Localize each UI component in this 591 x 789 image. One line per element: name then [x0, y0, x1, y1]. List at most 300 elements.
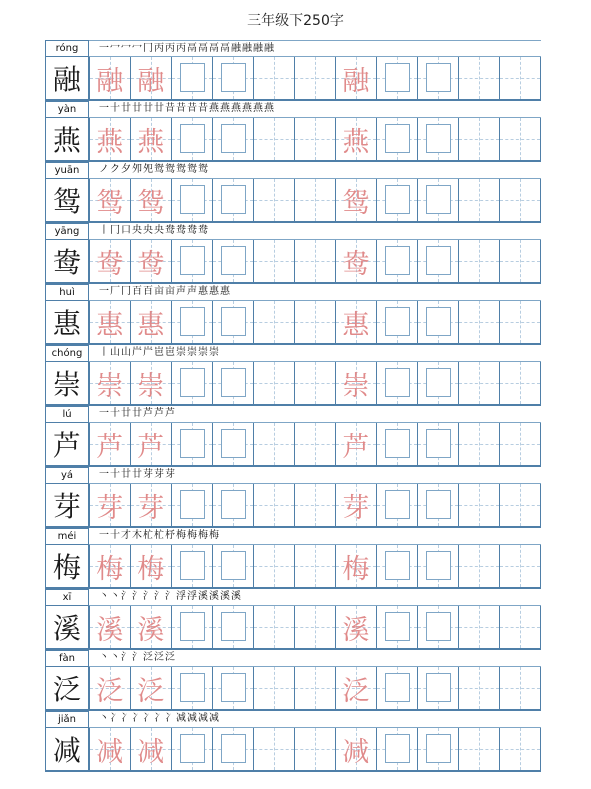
writing-grid [45, 484, 541, 528]
trace-cell [90, 240, 131, 282]
stroke-step: 芦 [165, 408, 175, 419]
practice-cell [459, 240, 500, 282]
stroke-order [89, 406, 541, 423]
stroke-step: 融 [242, 43, 252, 54]
practice-cell [254, 179, 295, 221]
inner-box [180, 734, 205, 763]
stroke-step: 崇 [187, 347, 197, 358]
stroke-order [89, 223, 541, 240]
trace-character: 芦 [96, 431, 124, 463]
practice-cell [295, 484, 336, 526]
character-row [45, 711, 541, 772]
model-character: 鸯 [52, 246, 81, 279]
inner-box [426, 246, 451, 275]
trace-character: 芦 [137, 431, 165, 463]
inner-box [180, 551, 205, 580]
inner-box [426, 124, 451, 153]
stroke-step: 廿 [132, 408, 142, 419]
stroke-order [89, 345, 541, 362]
character-row [45, 345, 541, 406]
stroke-step: 声 [187, 286, 197, 297]
inner-box [221, 368, 246, 397]
write-box-cell [172, 240, 213, 282]
character-row [45, 40, 541, 101]
trace-cell [131, 301, 172, 343]
write-box-cell [418, 301, 459, 343]
practice-cell [295, 728, 336, 770]
inner-box [426, 490, 451, 519]
practice-cell [295, 545, 336, 587]
inner-box [180, 368, 205, 397]
practice-cell [459, 362, 500, 404]
stroke-step: 燕 [242, 103, 252, 114]
write-box-cell [172, 118, 213, 160]
inner-box [385, 185, 410, 214]
practice-cell [459, 667, 500, 709]
stroke-order [89, 711, 541, 728]
practice-cell [500, 179, 541, 221]
stroke-step: 鬲 [187, 43, 197, 54]
trace-character: 芽 [96, 492, 124, 524]
practice-cell [500, 484, 541, 526]
stroke-step: 氵 [121, 591, 131, 602]
stroke-step: 氵 [165, 591, 175, 602]
trace-character: 减 [137, 736, 165, 768]
practice-cell [254, 240, 295, 282]
trace-character: 燕 [137, 126, 165, 158]
stroke-step: 鸳 [187, 164, 197, 175]
model-character: 燕 [52, 124, 81, 157]
trace-cell [90, 667, 131, 709]
write-box-cell [213, 728, 254, 770]
practice-cell [459, 606, 500, 648]
stroke-step: 融 [264, 43, 274, 54]
stroke-step: 杼 [165, 530, 175, 541]
write-box-cell [418, 362, 459, 404]
stroke-step: 浮 [187, 591, 197, 602]
write-box-cell [418, 57, 459, 99]
trace-character: 燕 [96, 126, 124, 158]
stroke-step: 梅 [209, 530, 219, 541]
stroke-step: 昔 [198, 103, 208, 114]
stroke-step: 氵 [121, 652, 131, 663]
stroke-step: 鸯 [165, 225, 175, 236]
write-box-cell [418, 728, 459, 770]
inner-box [221, 551, 246, 580]
character-row [45, 467, 541, 528]
write-box-cell [213, 179, 254, 221]
stroke-step: 氵 [132, 591, 142, 602]
character-row [45, 406, 541, 467]
stroke-step: 惠 [198, 286, 208, 297]
writing-grid [45, 362, 541, 406]
write-box-cell [213, 301, 254, 343]
pinyin-label: yá [45, 467, 89, 484]
practice-cell [295, 667, 336, 709]
trace-cell [336, 240, 377, 282]
model-character-cell [46, 484, 90, 526]
practice-cell [500, 606, 541, 648]
stroke-step: 芽 [143, 469, 153, 480]
stroke-step: 鸳 [165, 164, 175, 175]
inner-box [385, 490, 410, 519]
practice-cell [500, 545, 541, 587]
write-box-cell [377, 728, 418, 770]
inner-box [426, 368, 451, 397]
stroke-step: 崇 [198, 347, 208, 358]
practice-cell [295, 423, 336, 465]
writing-grid [45, 545, 541, 589]
stroke-step: 燕 [220, 103, 230, 114]
stroke-step: 燕 [209, 103, 219, 114]
trace-character: 鸳 [96, 187, 124, 219]
trace-character: 惠 [342, 309, 370, 341]
inner-box [426, 185, 451, 214]
inner-box [385, 63, 410, 92]
practice-cell [295, 301, 336, 343]
stroke-step: 鸯 [176, 225, 186, 236]
stroke-step: 丶 [99, 591, 109, 602]
trace-character: 鸯 [342, 248, 370, 280]
practice-cell [459, 484, 500, 526]
inner-box [221, 63, 246, 92]
model-character: 泛 [52, 673, 81, 706]
stroke-step: 杧 [143, 530, 153, 541]
stroke-step: 溪 [198, 591, 208, 602]
trace-character: 梅 [137, 553, 165, 585]
stroke-step: 廿 [154, 103, 164, 114]
practice-cell [459, 179, 500, 221]
trace-character: 惠 [137, 309, 165, 341]
stroke-step: 冖 [132, 43, 142, 54]
trace-cell [90, 728, 131, 770]
writing-grid [45, 423, 541, 467]
trace-cell [131, 423, 172, 465]
inner-box [385, 246, 410, 275]
trace-cell [131, 57, 172, 99]
trace-character: 鸯 [96, 248, 124, 280]
write-box-cell [377, 484, 418, 526]
stroke-step: 丶 [99, 652, 109, 663]
inner-box [385, 612, 410, 641]
stroke-step: 廿 [132, 103, 142, 114]
writing-grid [45, 728, 541, 772]
practice-cell [500, 667, 541, 709]
inner-box [221, 490, 246, 519]
stroke-step: 冫 [154, 713, 164, 724]
pinyin-label: fàn [45, 650, 89, 667]
stroke-step: 十 [110, 408, 120, 419]
model-character-cell [46, 57, 90, 99]
model-character-cell [46, 240, 90, 282]
stroke-step: 廿 [121, 408, 131, 419]
stroke-step: 泛 [165, 652, 175, 663]
trace-character: 溪 [342, 614, 370, 646]
stroke-step: 十 [110, 469, 120, 480]
trace-character: 融 [137, 65, 165, 97]
stroke-step: ク [110, 164, 120, 175]
model-character: 溪 [52, 612, 81, 645]
stroke-step: 杧 [154, 530, 164, 541]
write-box-cell [172, 301, 213, 343]
inner-box [385, 124, 410, 153]
stroke-step: 百 [143, 286, 153, 297]
practice-cell [295, 240, 336, 282]
inner-box [385, 429, 410, 458]
inner-box [180, 124, 205, 153]
stroke-step: 芽 [154, 469, 164, 480]
inner-box [180, 490, 205, 519]
stroke-step: 亩 [154, 286, 164, 297]
stroke-step: 廿 [132, 469, 142, 480]
practice-cell [459, 728, 500, 770]
practice-cell [500, 728, 541, 770]
stroke-step: 屵 [143, 347, 153, 358]
trace-cell [90, 484, 131, 526]
stroke-step: 氵 [132, 652, 142, 663]
stroke-step: 廿 [121, 469, 131, 480]
stroke-step: 溪 [231, 591, 241, 602]
stroke-step: 口 [121, 225, 131, 236]
practice-cell [295, 57, 336, 99]
trace-character: 融 [342, 65, 370, 97]
trace-character: 芦 [342, 431, 370, 463]
writing-grid [45, 240, 541, 284]
stroke-step: 融 [231, 43, 241, 54]
stroke-step: 丶 [110, 591, 120, 602]
inner-box [221, 307, 246, 336]
write-box-cell [418, 667, 459, 709]
inner-box [426, 429, 451, 458]
trace-character: 泛 [137, 675, 165, 707]
write-box-cell [377, 545, 418, 587]
stroke-step: 惠 [209, 286, 219, 297]
model-character: 惠 [52, 307, 81, 340]
practice-cell [500, 118, 541, 160]
write-box-cell [213, 57, 254, 99]
stroke-step: 氵 [143, 591, 153, 602]
trace-character: 泛 [96, 675, 124, 707]
trace-cell [90, 57, 131, 99]
practice-cell [254, 362, 295, 404]
writing-grid [45, 606, 541, 650]
inner-box [221, 673, 246, 702]
inner-box [385, 734, 410, 763]
stroke-step: 央 [143, 225, 153, 236]
trace-cell [336, 179, 377, 221]
stroke-step: 溪 [209, 591, 219, 602]
stroke-step: 山 [121, 347, 131, 358]
write-box-cell [418, 606, 459, 648]
trace-character: 崇 [342, 370, 370, 402]
trace-cell [131, 667, 172, 709]
trace-cell [131, 728, 172, 770]
stroke-step: 廿 [121, 103, 131, 114]
trace-character: 芽 [137, 492, 165, 524]
trace-cell [336, 606, 377, 648]
trace-cell [336, 301, 377, 343]
model-character-cell [46, 545, 90, 587]
trace-character: 崇 [137, 370, 165, 402]
inner-box [426, 551, 451, 580]
practice-cell [500, 240, 541, 282]
stroke-step: 减 [187, 713, 197, 724]
write-box-cell [377, 667, 418, 709]
trace-character: 溪 [137, 614, 165, 646]
trace-cell [90, 423, 131, 465]
trace-cell [131, 545, 172, 587]
stroke-step: 冂 [143, 43, 153, 54]
inner-box [426, 612, 451, 641]
write-box-cell [172, 545, 213, 587]
writing-grid [45, 179, 541, 223]
stroke-step: 崇 [209, 347, 219, 358]
write-box-cell [213, 423, 254, 465]
stroke-step: 泛 [154, 652, 164, 663]
character-row [45, 101, 541, 162]
stroke-step: 昔 [165, 103, 175, 114]
trace-cell [131, 240, 172, 282]
write-box-cell [377, 301, 418, 343]
pinyin-label: jiǎn [45, 711, 89, 728]
pinyin-label: yàn [45, 101, 89, 118]
practice-cell [254, 118, 295, 160]
write-box-cell [172, 362, 213, 404]
stroke-step: 昔 [176, 103, 186, 114]
inner-box [221, 734, 246, 763]
stroke-step: 惠 [220, 286, 230, 297]
trace-character: 鸳 [342, 187, 370, 219]
stroke-step: 丙 [165, 43, 175, 54]
practice-cell [254, 667, 295, 709]
inner-box [426, 63, 451, 92]
practice-cell [295, 179, 336, 221]
trace-character: 惠 [96, 309, 124, 341]
inner-box [221, 429, 246, 458]
trace-character: 减 [342, 736, 370, 768]
stroke-step: 冖 [121, 43, 131, 54]
inner-box [426, 307, 451, 336]
practice-cell [500, 362, 541, 404]
model-character-cell [46, 362, 90, 404]
write-box-cell [377, 606, 418, 648]
trace-character: 芽 [342, 492, 370, 524]
write-box-cell [377, 362, 418, 404]
model-character-cell [46, 118, 90, 160]
write-box-cell [172, 423, 213, 465]
stroke-order [89, 284, 541, 301]
stroke-step: 丨 [99, 225, 109, 236]
stroke-step: 梅 [198, 530, 208, 541]
inner-box [221, 612, 246, 641]
trace-cell [90, 606, 131, 648]
stroke-order [89, 589, 541, 606]
trace-character: 鸳 [137, 187, 165, 219]
stroke-step: 屵 [132, 347, 142, 358]
stroke-step: 百 [132, 286, 142, 297]
trace-cell [90, 301, 131, 343]
stroke-step: 冖 [110, 43, 120, 54]
write-box-cell [213, 362, 254, 404]
model-character: 融 [52, 63, 81, 96]
stroke-step: 山 [110, 347, 120, 358]
trace-cell [131, 484, 172, 526]
inner-box [180, 63, 205, 92]
write-box-cell [418, 118, 459, 160]
stroke-step: 鸯 [187, 225, 197, 236]
write-box-cell [418, 179, 459, 221]
writing-grid [45, 118, 541, 162]
trace-cell [131, 606, 172, 648]
stroke-step: 减 [198, 713, 208, 724]
stroke-order [89, 528, 541, 545]
write-box-cell [213, 545, 254, 587]
practice-cell [459, 57, 500, 99]
trace-character: 溪 [96, 614, 124, 646]
stroke-step: 冫 [110, 713, 120, 724]
writing-grid [45, 57, 541, 101]
stroke-step: 冫 [132, 713, 142, 724]
pinyin-label: lú [45, 406, 89, 423]
practice-cell [295, 606, 336, 648]
page-title: 三年级下250字 [247, 13, 344, 29]
model-character-cell [46, 667, 90, 709]
write-box-cell [377, 179, 418, 221]
model-character-cell [46, 179, 90, 221]
stroke-step: 鬲 [220, 43, 230, 54]
character-row [45, 284, 541, 345]
inner-box [180, 673, 205, 702]
pinyin-label: huì [45, 284, 89, 301]
practice-cell [459, 545, 500, 587]
model-character: 芦 [52, 429, 81, 462]
stroke-step: 融 [253, 43, 263, 54]
practice-cell [295, 362, 336, 404]
trace-character: 崇 [96, 370, 124, 402]
stroke-step: 丙 [154, 43, 164, 54]
practice-cell [254, 606, 295, 648]
stroke-step: 丶 [99, 713, 109, 724]
stroke-step: 鸯 [198, 225, 208, 236]
stroke-step: 芽 [165, 469, 175, 480]
trace-cell [336, 545, 377, 587]
stroke-step: 央 [154, 225, 164, 236]
character-row [45, 162, 541, 223]
stroke-step: 丶 [110, 652, 120, 663]
stroke-step: 鸳 [154, 164, 164, 175]
write-box-cell [213, 118, 254, 160]
stroke-step: 减 [176, 713, 186, 724]
write-box-cell [172, 606, 213, 648]
stroke-step: 一 [99, 43, 109, 54]
trace-cell [90, 545, 131, 587]
stroke-step: 冂 [121, 286, 131, 297]
practice-cell [459, 423, 500, 465]
inner-box [221, 246, 246, 275]
stroke-step: 鬲 [209, 43, 219, 54]
character-row [45, 223, 541, 284]
write-box-cell [377, 240, 418, 282]
stroke-step: 减 [209, 713, 219, 724]
pinyin-label: róng [45, 40, 89, 57]
stroke-step: 岜 [154, 347, 164, 358]
stroke-step: 夕 [121, 164, 131, 175]
stroke-step: 冫 [165, 713, 175, 724]
inner-box [180, 429, 205, 458]
write-box-cell [377, 423, 418, 465]
stroke-step: 燕 [231, 103, 241, 114]
stroke-step: 鬲 [198, 43, 208, 54]
